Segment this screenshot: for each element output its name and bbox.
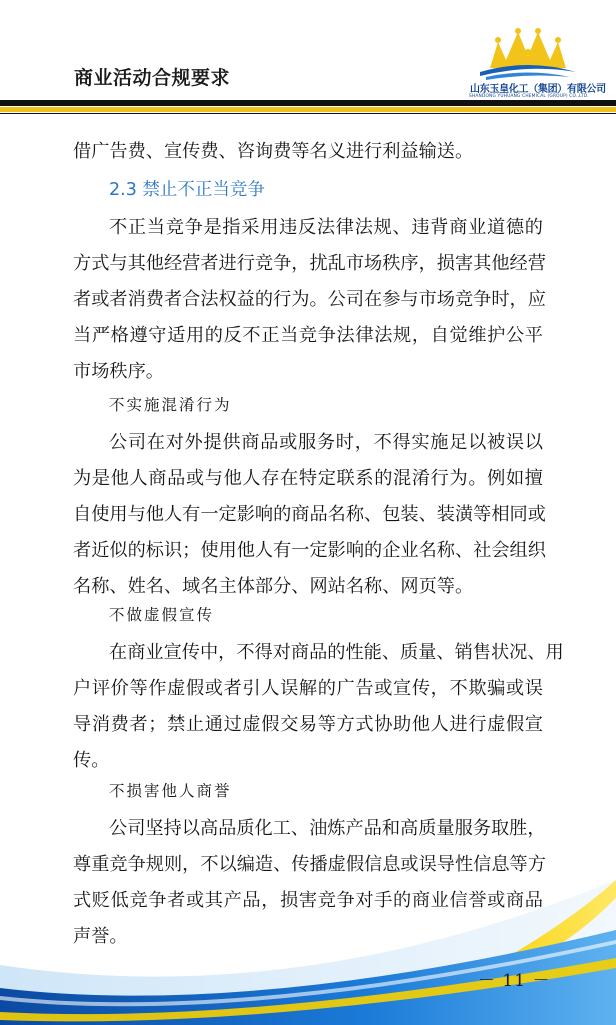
paragraph-line: 者近似的标识；使用他人有一定影响的企业名称、社会组织 [73, 540, 546, 561]
paragraph-line: 名称、姓名、域名主体部分、网站名称、网页等。 [73, 576, 474, 597]
document-title: 商业活动合规要求 [74, 67, 231, 89]
subsection-heading: 不做虚假宣传 [109, 606, 215, 624]
crown-icon [468, 28, 588, 80]
subsection-heading: 不实施混淆行为 [109, 396, 232, 414]
paragraph-line: 导消费者；禁止通过虚假交易等方式协助他人进行虚假宣 [73, 714, 543, 735]
company-name-english: SHANDONG YUHUANG CHEMICAL (GROUP) CO.,LTD. [469, 94, 589, 99]
subsection-heading: 不损害他人商誉 [109, 782, 232, 800]
company-logo [468, 28, 606, 104]
paragraph-line: 公司在对外提供商品或服务时，不得实施足以被误以 [109, 432, 543, 453]
paragraph-line: 当严格遵守适用的反不正当竞争法律法规，自觉维护公平 [73, 325, 543, 346]
header-stripe-gold [0, 107, 616, 112]
paragraph-line: 户评价等作虚假或者引人误解的广告或宣传，不欺骗或误 [73, 678, 543, 699]
paragraph-line: 市场秩序。 [73, 361, 164, 382]
page-number: － 11 － [478, 971, 551, 991]
header-stripe-black [0, 100, 616, 106]
paragraph-line: 在商业宣传中，不得对商品的性能、质量、销售状况、用 [109, 642, 564, 663]
paragraph-line: 传。 [73, 750, 110, 771]
paragraph-line: 为是他人商品或与他人存在特定联系的混淆行为。例如擅 [73, 468, 543, 489]
paragraph-line: 自使用与他人有一定影响的商品名称、包装、装潢等相同或 [73, 504, 546, 525]
paragraph-line: 尊重竞争规则，不以编造、传播虚假信息或误导性信息等方 [73, 854, 546, 875]
footer-wave-decoration [0, 860, 616, 1025]
paragraph-line: 公司坚持以高品质化工、油炼产品和高质量服务取胜， [109, 818, 546, 839]
section-heading: 2.3 禁止不正当竞争 [109, 180, 265, 200]
company-name: 山东玉皇化工（集团）有限公司 [470, 84, 606, 95]
body-line: 借广告费、宣传费、咨询费等名义进行利益输送。 [73, 141, 474, 162]
paragraph-line: 不正当竞争是指采用违反法律法规、违背商业道德的 [109, 217, 543, 238]
paragraph-line: 方式与其他经营者进行竞争，扰乱市场秩序，损害其他经营 [73, 253, 546, 274]
paragraph-line: 者或者消费者合法权益的行为。公司在参与市场竞争时，应 [73, 289, 546, 310]
paragraph-line: 声誉。 [73, 926, 128, 947]
paragraph-line: 式贬低竞争者或其产品，损害竞争对手的商业信誉或商品 [73, 890, 543, 911]
header-stripe-thin [0, 113, 616, 114]
